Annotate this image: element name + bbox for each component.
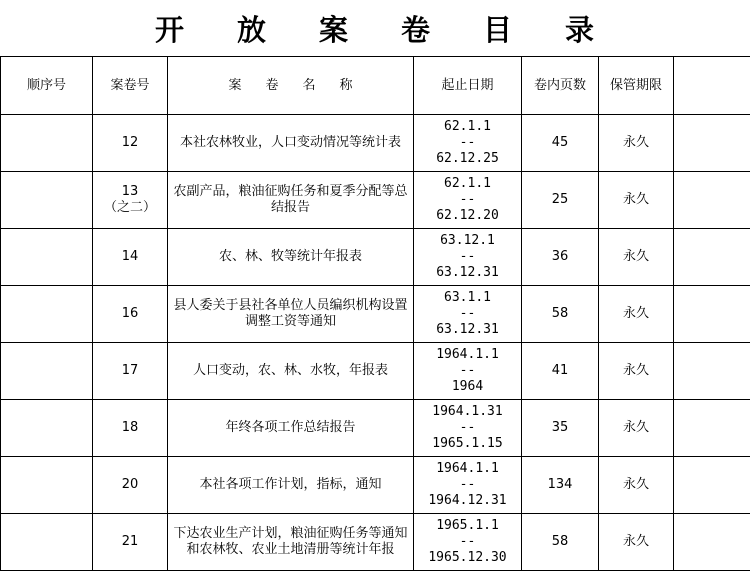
title-char: 录 bbox=[565, 8, 595, 49]
page-title bbox=[0, 0, 750, 56]
table-row bbox=[1, 172, 750, 229]
table-row bbox=[1, 514, 750, 571]
date-start: 1964.1.1 bbox=[414, 347, 521, 363]
date-start: 1964.1.31 bbox=[414, 404, 521, 420]
cell-volume-number bbox=[93, 514, 168, 571]
header-retention: 保管期限 bbox=[599, 57, 674, 115]
cell-date-range bbox=[414, 400, 522, 457]
date-start: 62.1.1 bbox=[414, 119, 521, 135]
cell-volume-name: 本社农林牧业，人口变动情况等统计表 bbox=[168, 115, 414, 172]
header-page-count: 卷内页数 bbox=[522, 57, 599, 115]
cell-seq bbox=[1, 343, 93, 400]
cell-volume-name: 年终各项工作总结报告 bbox=[168, 400, 414, 457]
date-start: 63.1.1 bbox=[414, 290, 521, 306]
date-separator: -- bbox=[414, 420, 521, 436]
volume-number: 21 bbox=[122, 534, 139, 549]
cell-date-range bbox=[414, 457, 522, 514]
volume-number: 16 bbox=[122, 306, 139, 321]
volume-number: 12 bbox=[122, 135, 139, 150]
cell-date-range bbox=[414, 115, 522, 172]
volume-number: 20 bbox=[122, 477, 139, 492]
cell-retention: 永久 bbox=[599, 514, 674, 571]
cell-extra bbox=[674, 286, 750, 343]
date-end: 62.12.20 bbox=[414, 208, 521, 224]
date-end: 62.12.25 bbox=[414, 151, 521, 167]
cell-date-range bbox=[414, 172, 522, 229]
cell-volume-number bbox=[93, 286, 168, 343]
date-end: 1965.12.30 bbox=[414, 550, 521, 566]
table-row bbox=[1, 343, 750, 400]
cell-volume-name: 农副产品，粮油征购任务和夏季分配等总结报告 bbox=[168, 172, 414, 229]
cell-retention: 永久 bbox=[599, 457, 674, 514]
cell-page-count: 58 bbox=[522, 286, 599, 343]
cell-page-count: 36 bbox=[522, 229, 599, 286]
table-row bbox=[1, 229, 750, 286]
cell-extra bbox=[674, 400, 750, 457]
date-start: 1965.1.1 bbox=[414, 518, 521, 534]
date-separator: -- bbox=[414, 249, 521, 265]
date-separator: -- bbox=[414, 363, 521, 379]
cell-extra bbox=[674, 229, 750, 286]
cell-page-count: 25 bbox=[522, 172, 599, 229]
title-char: 案 bbox=[319, 8, 349, 49]
title-char: 放 bbox=[237, 8, 267, 49]
cell-volume-number bbox=[93, 400, 168, 457]
cell-page-count: 134 bbox=[522, 457, 599, 514]
cell-page-count: 41 bbox=[522, 343, 599, 400]
header-volume-name bbox=[168, 57, 414, 115]
date-end: 1965.1.15 bbox=[414, 436, 521, 452]
cell-retention: 永久 bbox=[599, 400, 674, 457]
header-name-char: 卷 bbox=[265, 78, 278, 94]
cell-extra bbox=[674, 172, 750, 229]
cell-volume-number bbox=[93, 343, 168, 400]
cell-volume-name: 人口变动，农、林、水牧，年报表 bbox=[168, 343, 414, 400]
date-start: 62.1.1 bbox=[414, 176, 521, 192]
title-char: 目 bbox=[483, 8, 513, 49]
header-name-char: 名 bbox=[303, 78, 316, 94]
cell-date-range bbox=[414, 286, 522, 343]
catalog-table bbox=[0, 56, 750, 571]
volume-sub: （之二） bbox=[93, 200, 167, 216]
cell-volume-number bbox=[93, 172, 168, 229]
cell-retention: 永久 bbox=[599, 115, 674, 172]
header-name-char: 称 bbox=[340, 78, 353, 94]
date-end: 1964.12.31 bbox=[414, 493, 521, 509]
header-date-range: 起止日期 bbox=[414, 57, 522, 115]
cell-seq bbox=[1, 172, 93, 229]
cell-seq bbox=[1, 514, 93, 571]
cell-volume-name: 农、林、牧等统计年报表 bbox=[168, 229, 414, 286]
volume-number: 13 bbox=[122, 184, 139, 199]
cell-page-count: 45 bbox=[522, 115, 599, 172]
cell-volume-name: 县人委关于县社各单位人员编织机构设置调整工资等通知 bbox=[168, 286, 414, 343]
cell-volume-number bbox=[93, 115, 168, 172]
cell-volume-name: 下达农业生产计划，粮油征购任务等通知和农林牧、农业土地清册等统计年报 bbox=[168, 514, 414, 571]
title-char: 开 bbox=[155, 8, 185, 49]
header-seq: 顺序号 bbox=[1, 57, 93, 115]
cell-retention: 永久 bbox=[599, 229, 674, 286]
date-start: 63.12.1 bbox=[414, 233, 521, 249]
cell-page-count: 35 bbox=[522, 400, 599, 457]
date-separator: -- bbox=[414, 192, 521, 208]
cell-extra bbox=[674, 115, 750, 172]
date-separator: -- bbox=[414, 477, 521, 493]
cell-extra bbox=[674, 343, 750, 400]
cell-seq bbox=[1, 286, 93, 343]
cell-date-range bbox=[414, 229, 522, 286]
date-end: 1964 bbox=[414, 379, 521, 395]
cell-volume-name: 本社各项工作计划，指标，通知 bbox=[168, 457, 414, 514]
cell-date-range bbox=[414, 514, 522, 571]
cell-seq bbox=[1, 229, 93, 286]
header-volume-number: 案卷号 bbox=[93, 57, 168, 115]
date-end: 63.12.31 bbox=[414, 265, 521, 281]
cell-page-count: 58 bbox=[522, 514, 599, 571]
date-separator: -- bbox=[414, 135, 521, 151]
title-char: 卷 bbox=[401, 8, 431, 49]
cell-volume-number bbox=[93, 457, 168, 514]
table-row bbox=[1, 457, 750, 514]
volume-number: 18 bbox=[122, 420, 139, 435]
cell-seq bbox=[1, 400, 93, 457]
header-extra bbox=[674, 57, 750, 115]
cell-seq bbox=[1, 457, 93, 514]
date-separator: -- bbox=[414, 306, 521, 322]
date-separator: -- bbox=[414, 534, 521, 550]
table-row bbox=[1, 115, 750, 172]
volume-number: 17 bbox=[122, 363, 139, 378]
cell-retention: 永久 bbox=[599, 343, 674, 400]
date-start: 1964.1.1 bbox=[414, 461, 521, 477]
table-row bbox=[1, 400, 750, 457]
cell-extra bbox=[674, 514, 750, 571]
table-row bbox=[1, 286, 750, 343]
cell-volume-number bbox=[93, 229, 168, 286]
cell-retention: 永久 bbox=[599, 172, 674, 229]
table-header-row bbox=[1, 57, 750, 115]
cell-extra bbox=[674, 457, 750, 514]
cell-seq bbox=[1, 115, 93, 172]
cell-retention: 永久 bbox=[599, 286, 674, 343]
cell-date-range bbox=[414, 343, 522, 400]
date-end: 63.12.31 bbox=[414, 322, 521, 338]
header-name-char: 案 bbox=[228, 78, 241, 94]
volume-number: 14 bbox=[122, 249, 139, 264]
